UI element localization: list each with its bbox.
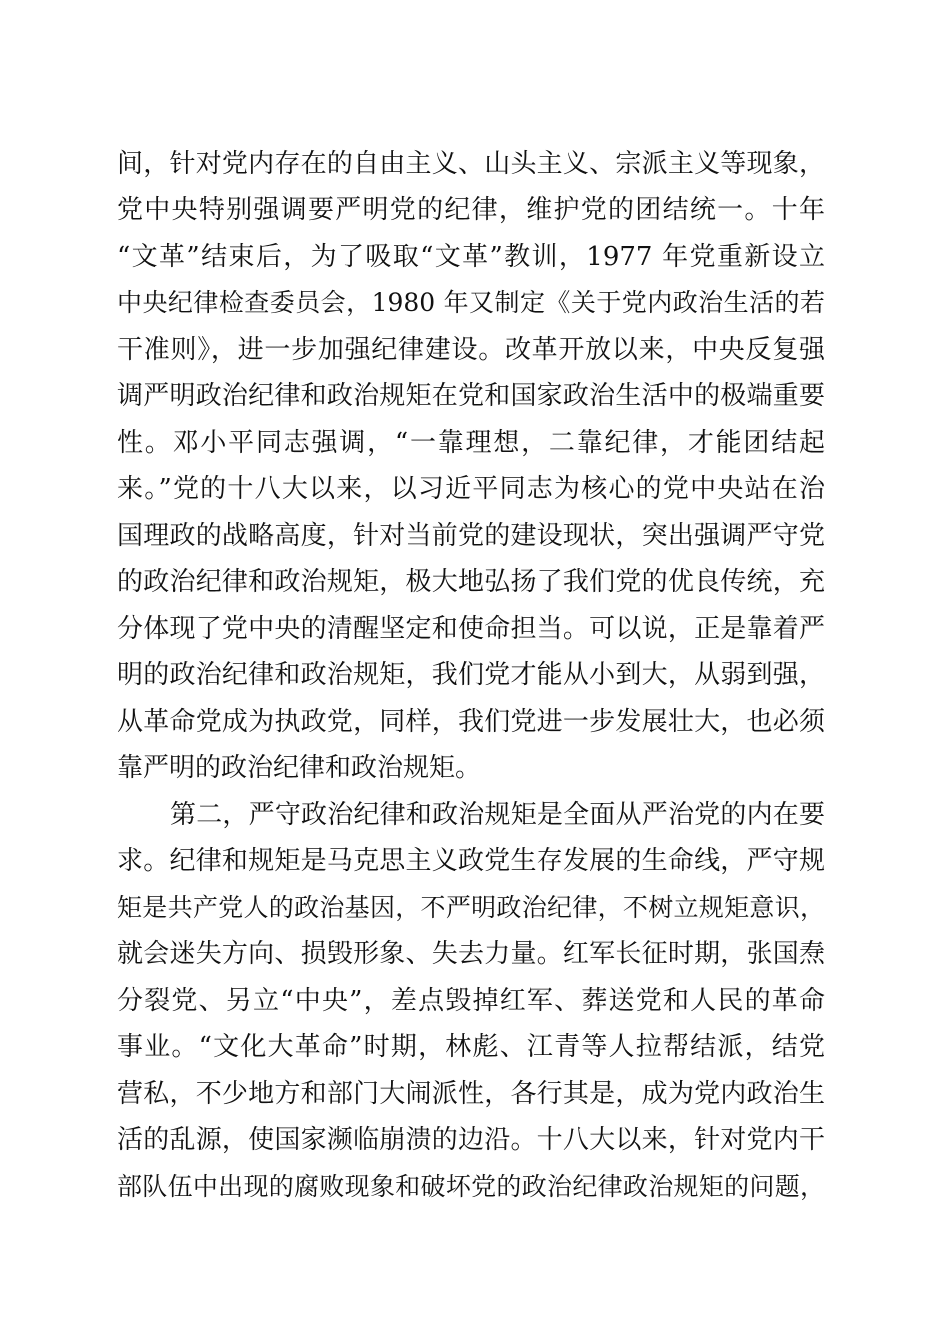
paragraph-2-line-3: 矩是共产党人的政治基因，不严明政治纪律，不树立规矩意识， [117,893,825,922]
paragraph-1-line-5: 干准则》，进一步加强纪律建设。改革开放以来，中央反复强 [117,335,825,365]
paragraph-1-line-9: 国理政的战略高度，针对当前党的建设现状，突出强调严守党 [117,521,825,551]
paragraph-1-line-2: 党中央特别强调要严明党的纪律，维护党的团结统一。十年 [117,195,825,225]
paragraph-1-line-1: 间，针对党内存在的自由主义、山头主义、宗派主义等现象， [117,149,825,179]
paragraph-1-line-6: 调严明政治纪律和政治规矩在党和国家政治生活中的极端重要 [117,381,825,411]
paragraph-1-line-7: 性。邓小平同志强调，“一靠理想，二靠纪律，才能团结起 [117,428,825,458]
paragraph-1-line-14: 靠严明的政治纪律和政治规矩。 [117,753,482,783]
paragraph-2-line-4: 就会迷失方向、损毁形象、失去力量。红军长征时期，张国焘 [117,939,825,969]
paragraph-1-line-10: 的政治纪律和政治规矩，极大地弘扬了我们党的优良传统，充 [117,567,825,597]
paragraph-2-line-6: 事业。“文化大革命”时期，林彪、江青等人拉帮结派，结党 [117,1032,825,1062]
paragraph-2-line-5: 分裂党、另立“中央”，差点毁掉红军、葬送党和人民的革命 [117,986,825,1016]
paragraph-2-line-1: 第二，严守政治纪律和政治规矩是全面从严治党的内在要 [170,800,825,830]
paragraph-1-line-11: 分体现了党中央的清醒坚定和使命担当。可以说，正是靠着严 [117,614,825,644]
paragraph-2-line-2: 求。纪律和规矩是马克思主义政党生存发展的生命线，严守规 [117,846,825,876]
paragraph-2-line-8: 活的乱源，使国家濒临崩溃的边沿。十八大以来，针对党内干 [117,1125,825,1155]
paragraph-1-line-8: 来。”党的十八大以来，以习近平同志为核心的党中央站在治 [117,474,825,504]
paragraph-1-line-4: 中央纪律检查委员会，1980 年又制定《关于党内政治生活的若 [117,288,825,317]
paragraph-1-line-12: 明的政治纪律和政治规矩，我们党才能从小到大，从弱到强， [117,660,825,690]
paragraph-1-line-3: “文革”结束后，为了吸取“文革”教训，1977 年党重新设立 [117,242,825,272]
paragraph-2-line-9: 部队伍中出现的腐败现象和破坏党的政治纪律政治规矩的问题， [117,1172,825,1201]
paragraph-1-line-13: 从革命党成为执政党，同样，我们党进一步发展壮大，也必须 [117,707,825,737]
paragraph-2-line-7: 营私，不少地方和部门大闹派性，各行其是，成为党内政治生 [117,1079,825,1109]
